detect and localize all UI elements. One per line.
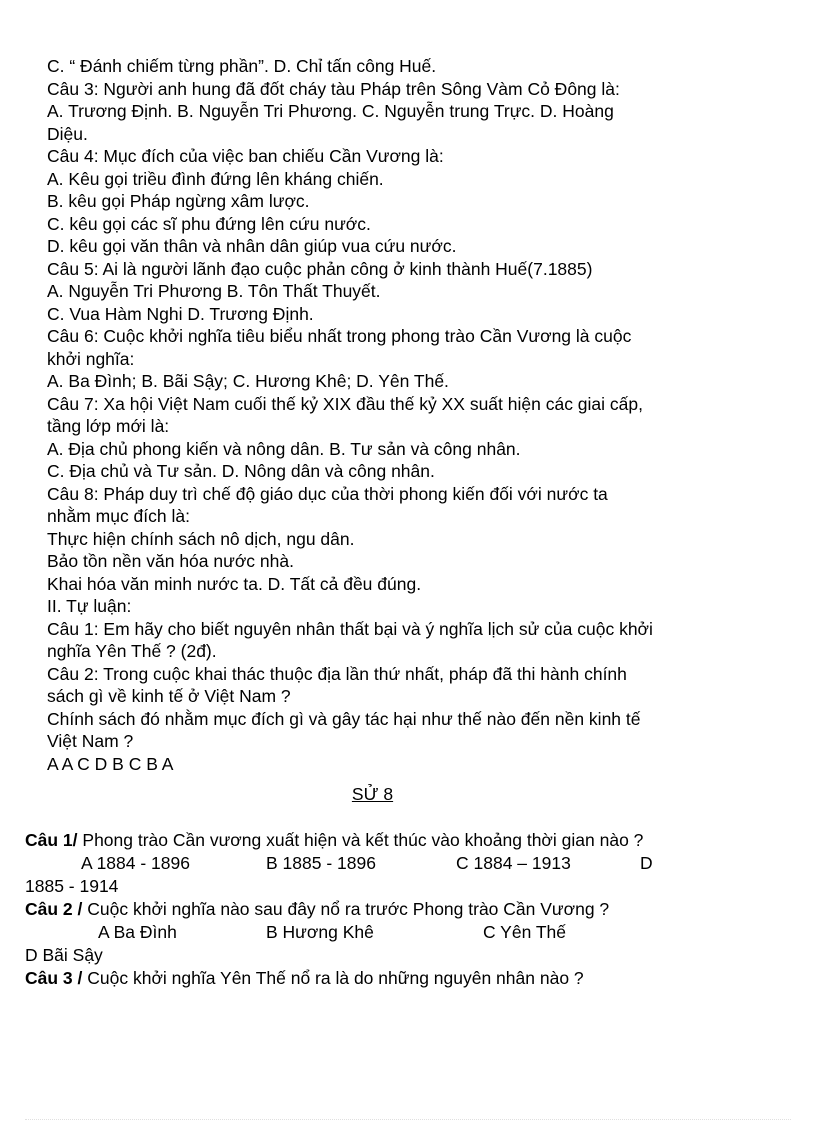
text-line: C. Vua Hàm Nghi D. Trương Định. bbox=[47, 303, 314, 324]
option-c: C Yên Thế bbox=[483, 922, 567, 942]
question-label: Câu 1/ bbox=[25, 830, 78, 850]
text-line: tầng lớp mới là: bbox=[47, 416, 170, 436]
question-label: Câu 3 / bbox=[25, 968, 83, 988]
text-line: Câu 7: Xa hội Việt Nam cuối thế kỷ XIX đầu thế kỷ XX suất hiện các giai cấp, bbox=[47, 393, 643, 414]
question-1-options bbox=[25, 852, 725, 875]
text-line: C. kêu gọi các sĩ phu đứng lên cứu nước. bbox=[47, 213, 371, 234]
part1-text-block bbox=[47, 55, 747, 775]
question-3 bbox=[25, 967, 725, 990]
question-text: Cuộc khởi nghĩa nào sau đây nổ ra trước Phong trào Cần Vương ? bbox=[82, 899, 610, 919]
text-line: A. Địa chủ phong kiến và nông dân. B. Tư sản và công nhân. bbox=[47, 438, 521, 459]
text-line: Câu 3: Người anh hung đã đốt cháy tàu Pháp trên Sông Vàm Cỏ Đông là: bbox=[47, 78, 620, 99]
text-line: Bảo tồn nền văn hóa nước nhà. bbox=[47, 551, 294, 571]
section-title: SỬ 8 bbox=[351, 784, 394, 804]
option-c: C 1884 – 1913 bbox=[456, 853, 571, 873]
text-line: Thực hiện chính sách nô dịch, ngu dân. bbox=[47, 528, 355, 549]
text-line: A. Nguyễn Tri Phương B. Tôn Thất Thuyết. bbox=[47, 281, 381, 301]
question-label: Câu 2 / bbox=[25, 899, 83, 919]
question-text: Phong trào Cần vương xuất hiện và kết thúc vào khoảng thời gian nào ? bbox=[77, 830, 644, 850]
option-b: B 1885 - 1896 bbox=[266, 853, 376, 873]
question-2 bbox=[25, 898, 725, 921]
text-line: Việt Nam ? bbox=[47, 731, 134, 751]
text-line: nghĩa Yên Thế ? (2đ). bbox=[47, 641, 217, 661]
text-line: C. “ Đánh chiếm từng phần”. D. Chỉ tấn công Huế. bbox=[47, 56, 437, 76]
text-line: Diệu. bbox=[47, 123, 88, 144]
option-a: A Ba Đình bbox=[98, 922, 177, 942]
question-text: Cuộc khởi nghĩa Yên Thế nổ ra là do những nguyên nhân nào ? bbox=[82, 968, 584, 988]
option-d-letter: D bbox=[640, 853, 653, 873]
text-line: Câu 1: Em hãy cho biết nguyên nhân thất bại và ý nghĩa lịch sử của cuộc khởi bbox=[47, 618, 653, 639]
text-line: Câu 2: Trong cuộc khai thác thuộc địa lần thứ nhất, pháp đã thi hành chính bbox=[47, 663, 627, 684]
answer-key: A A C D B C B A bbox=[47, 753, 174, 774]
option-d-value: 1885 - 1914 bbox=[25, 876, 119, 896]
option-a: A 1884 - 1896 bbox=[81, 853, 190, 873]
text-line: C. Địa chủ và Tư sản. D. Nông dân và công nhân. bbox=[47, 461, 435, 481]
text-line: A. Kêu gọi triều đình đứng lên kháng chiến. bbox=[47, 168, 384, 189]
question-2-options bbox=[25, 921, 725, 944]
page-bottom-divider bbox=[25, 1119, 791, 1120]
text-line: Câu 5: Ai là người lãnh đạo cuộc phản công ở kinh thành Huế(7.1885) bbox=[47, 258, 593, 279]
text-line: D. kêu gọi văn thân và nhân dân giúp vua cứu nước. bbox=[47, 236, 457, 256]
option-b: B Hương Khê bbox=[266, 922, 374, 942]
text-line: A. Trương Định. B. Nguyễn Tri Phương. C. Nguyễn trung Trực. D. Hoàng bbox=[47, 101, 614, 121]
text-line: II. Tự luận: bbox=[47, 596, 132, 616]
text-line: Câu 4: Mục đích của việc ban chiếu Cần Vương là: bbox=[47, 146, 444, 166]
option-d: D Bãi Sậy bbox=[25, 945, 103, 965]
text-line: Câu 8: Pháp duy trì chế độ giáo dục của thời phong kiến đối với nước ta bbox=[47, 483, 608, 504]
text-line: sách gì về kinh tế ở Việt Nam ? bbox=[47, 686, 291, 706]
question-1 bbox=[25, 829, 725, 852]
part2-question-block bbox=[25, 829, 725, 990]
text-line: Khai hóa văn minh nước ta. D. Tất cả đều đúng. bbox=[47, 573, 422, 594]
text-line: Chính sách đó nhằm mục đích gì và gây tác hại như thế nào đến nền kinh tế bbox=[47, 708, 641, 729]
text-line: nhằm mục đích là: bbox=[47, 506, 190, 526]
text-line: Câu 6: Cuộc khởi nghĩa tiêu biểu nhất trong phong trào Cần Vương là cuộc bbox=[47, 326, 632, 346]
text-line: A. Ba Đình; B. Bãi Sậy; C. Hương Khê; D. Yên Thế. bbox=[47, 371, 449, 391]
text-line: B. kêu gọi Pháp ngừng xâm lược. bbox=[47, 191, 310, 211]
text-line: khởi nghĩa: bbox=[47, 348, 135, 369]
